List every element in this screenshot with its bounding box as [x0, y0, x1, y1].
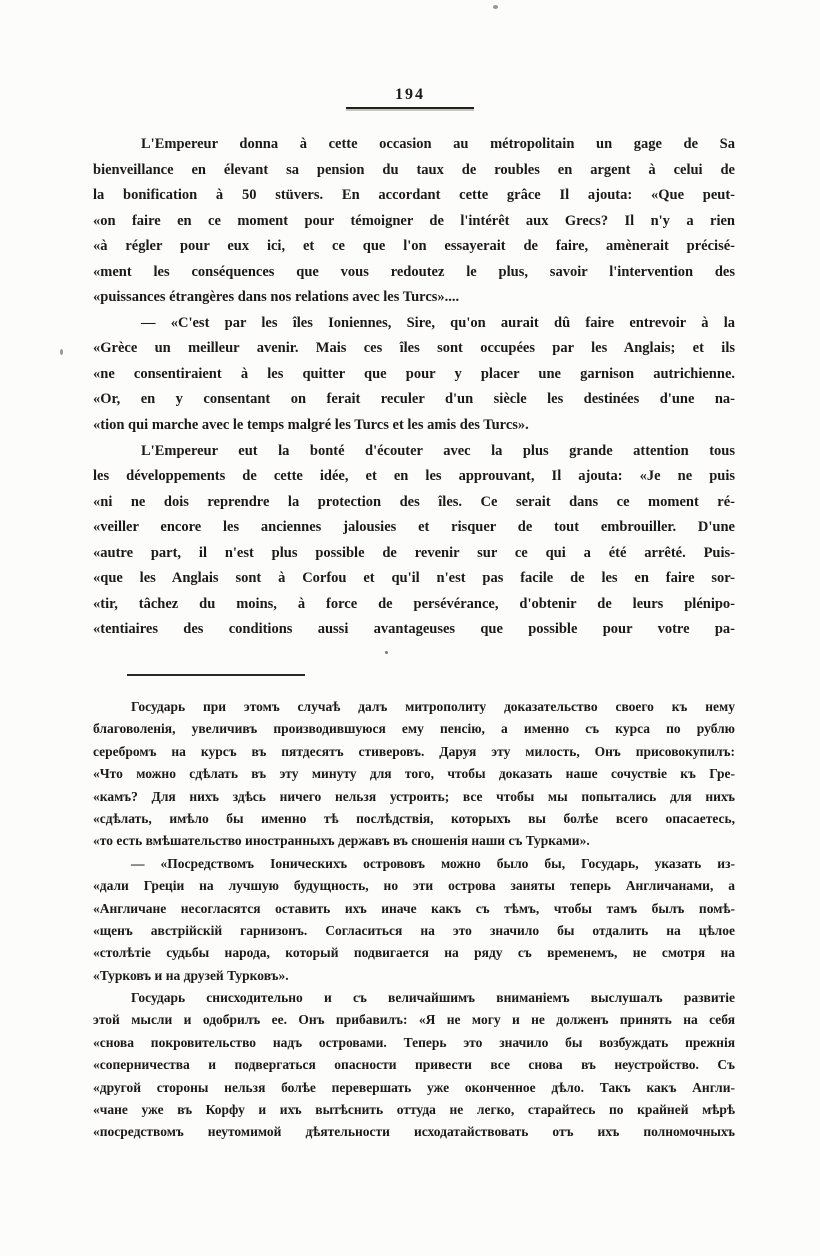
text-line: «Что можно сдѣлать въ эту минуту для того, чтобы доказать наше сочуствіе къ Гре- [93, 766, 735, 782]
text-line: — «Посредствомъ Іоническихъ острововъ можно было бы, Государь, указать из- [131, 855, 735, 871]
text-line: «tentiaires des conditions aussi avantageuses que possible pour votre pa- [93, 621, 735, 638]
text-line: «puissances étrangères dans nos relations avec les Turcs».... [93, 289, 460, 306]
page-number: 194 [395, 86, 425, 103]
text-line: «соперничества и подвергаться опасности привести все снова въ неустройство. Съ [93, 1057, 735, 1073]
text-line: благоволенія, увеличивъ производившуюся ему пенсію, а именно съ курса по рублю [93, 721, 735, 737]
page-number-rule [346, 107, 474, 109]
text-line: «que les Anglais sont à Corfou et qu'il n'est pas facile de les en faire sor- [93, 570, 735, 587]
footnote-separator [127, 674, 305, 676]
text-line: «то есть вмѣшательство иностранныхъ державъ въ сношенія наши съ Турками». [93, 833, 590, 849]
text-line: L'Empereur donna à cette occasion au métropolitain un gage de Sa [141, 136, 735, 152]
text-line: «дали Греціи на лучшую будущность, но эти острова заняты теперь Англичанами, а [93, 878, 735, 894]
text-line: «щенъ австрійскій гарнизонъ. Согласиться на это значило бы отдалить на цѣлое [93, 922, 735, 938]
text-line: «veiller encore les anciennes jalousies et risquer de tout embrouiller. D'une [93, 519, 735, 536]
scan-speck [60, 349, 63, 355]
text-line: «Grèce un meilleur avenir. Mais ces îles sont occupées par les Anglais; et ils [93, 340, 735, 357]
text-line: «tion qui marche avec le temps malgré les Turcs et les amis des Turcs». [93, 417, 529, 434]
text-line: «tir, tâchez du moins, à force de persévérance, d'obtenir de leurs plénipo- [93, 595, 735, 612]
page-header [0, 86, 820, 109]
text-line: «Англичане несогласятся оставить ихъ иначе какъ съ тѣмъ, чтобы тамъ былъ помѣ- [93, 900, 735, 916]
text-line: L'Empereur eut la bonté d'écouter avec la plus grande attention tous [141, 442, 735, 459]
text-line: этой мысли и одобрилъ ее. Онъ прибавилъ: «Я не могу и не долженъ принять на себя [93, 1012, 735, 1028]
text-line: «autre part, il n'est plus possible de revenir sur ce qui a été arrêté. Puis- [93, 544, 735, 561]
text-line: «другой стороны нельзя болѣе перевершать уже оконченное дѣло. Такъ какъ Англи- [93, 1079, 735, 1095]
text-line: «ni ne dois reprendre la protection des îles. Ce serait dans ce moment ré- [93, 493, 735, 510]
text-line: Государь снисходительно и съ величайшимъ вниманіемъ выслушалъ развитіе [131, 990, 735, 1006]
text-line: «столѣтіе судьбы народа, который подвигается на ряду съ временемъ, не смотря на [93, 945, 735, 961]
text-line: les développements de cette idée, et en les approuvant, Il ajouta: «Je ne puis [93, 468, 735, 485]
text-line: «ment les conséquences que vous redoutez le plus, savoir l'intervention des [93, 263, 735, 280]
scan-speck [385, 651, 388, 654]
text-line: Государь при этомъ случаѣ далъ митрополиту доказательство своего къ нему [131, 699, 735, 714]
text-line: «посредствомъ неутомимой дѣятельности исходатайствовать отъ ихъ полномочныхъ [93, 1124, 735, 1140]
text-line: «à régler pour eux ici, et ce que l'on essayerait de faire, amènerait précisé- [93, 238, 735, 255]
text-line: «on faire en ce moment pour témoigner de l'intérêt aux Grecs? Il n'y a rien [93, 212, 735, 229]
main-text-french [93, 132, 735, 643]
text-line: серебромъ на курсъ въ пятдесятъ стиверовъ. Даруя эту милость, Онъ присовокупилъ: [93, 743, 735, 759]
text-line: bienveillance en élevant sa pension du taux de roubles en argent à celui de [93, 161, 735, 178]
text-line: la bonification à 50 stüvers. En accordant cette grâce Il ajouta: «Que peut- [93, 187, 735, 204]
text-line: «ne consentiraient à les quitter que pour y placer une garnison autrichienne. [93, 365, 735, 382]
text-line: «камъ? Для нихъ здѣсь ничего нельзя устроить; все чтобы мы попытались для нихъ [93, 788, 735, 804]
text-line: «чане уже въ Корфу и ихъ вытѣснить оттуда не легко, старайтесь по крайней мѣрѣ [93, 1102, 735, 1118]
text-line: «сдѣлать, имѣло бы именно тѣ послѣдствія, которыхъ вы болѣе всего опасаетесь, [93, 810, 735, 826]
text-line: «Турковъ и на друзей Турковъ». [93, 967, 289, 983]
text-line: «Or, en y consentant on ferait reculer d'un siècle les destinées d'une na- [93, 391, 735, 408]
scan-speck [493, 5, 498, 9]
text-line: — «C'est par les îles Ioniennes, Sire, qu'on aurait dû faire entrevoir à la [141, 314, 735, 331]
text-line: «снова покровительство надъ островами. Теперь это значило бы возбуждать прежнія [93, 1034, 735, 1050]
footnote-text-russian [93, 696, 735, 1144]
